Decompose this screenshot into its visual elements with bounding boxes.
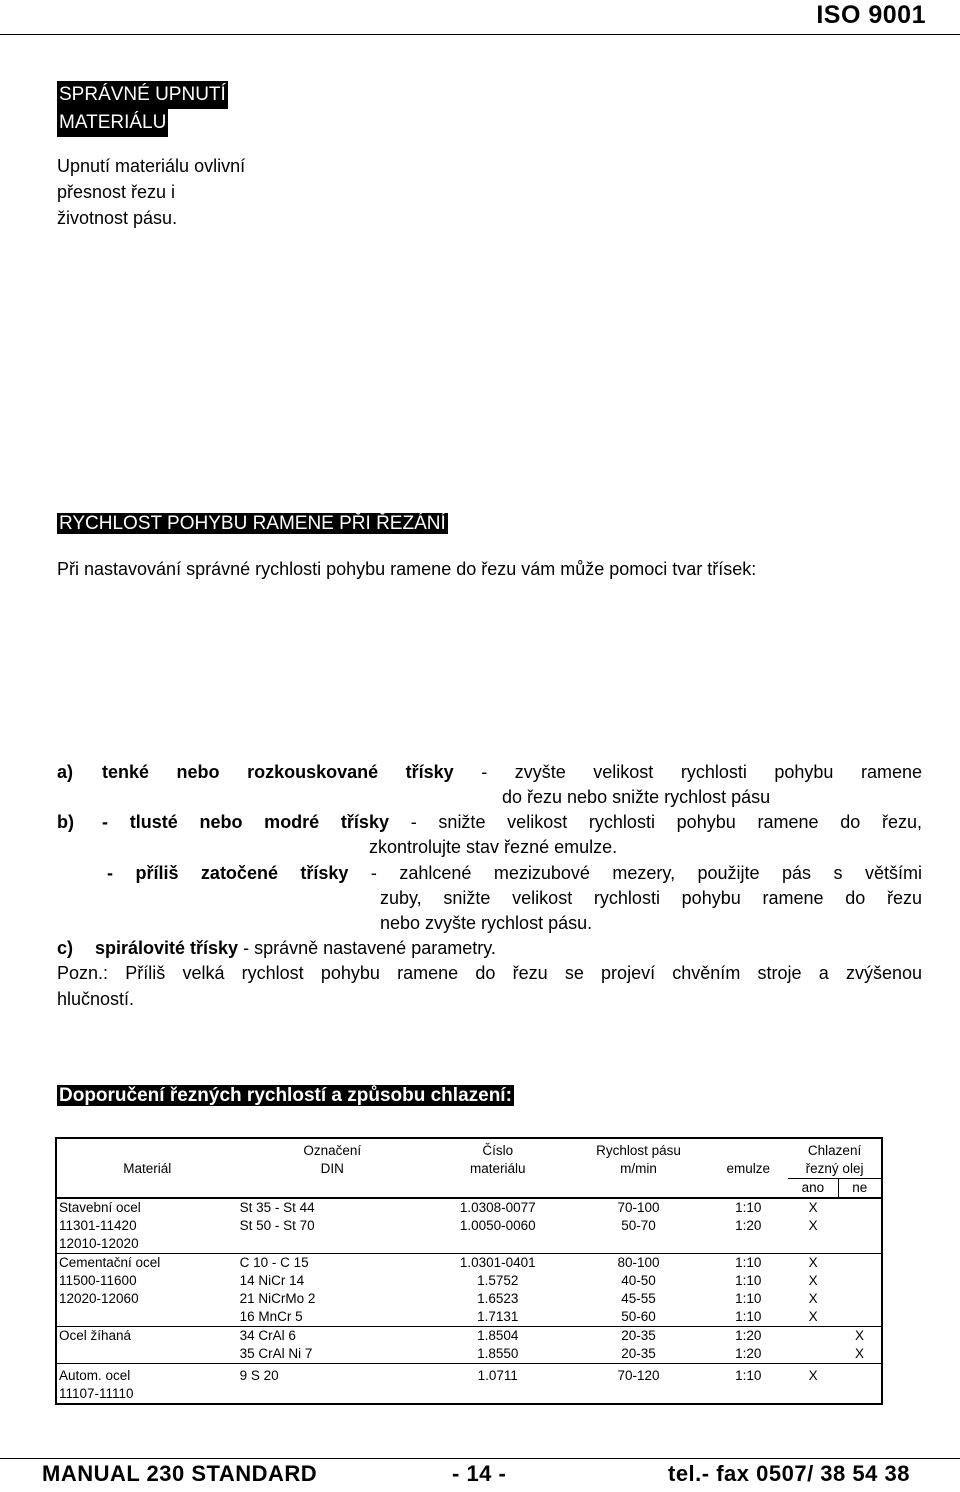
cell-rychlost: 20-35 (621, 1346, 656, 1361)
section-title-line2: MATERIÁLU (57, 109, 168, 137)
list-item-a (57, 760, 922, 785)
cell-material: Stavební ocel (59, 1200, 141, 1215)
list-item-b (57, 810, 922, 835)
footer-page-number: - 14 - (452, 1461, 507, 1486)
header-oznaceni: Označení (303, 1143, 362, 1158)
cell-olej-ne (838, 1235, 882, 1254)
cell-emulze: 1:10 (735, 1368, 762, 1383)
cell-olej-ne (838, 1308, 882, 1327)
cell-cislo: 1.5752 (477, 1273, 519, 1288)
list-line-a (102, 760, 922, 785)
table-header-row-2 (56, 1160, 882, 1179)
cell-olej-ano (788, 1385, 838, 1404)
cell-emulze (708, 1385, 788, 1404)
cell-olej-ano: X (808, 1200, 818, 1215)
cell-din: 21 NiCrMo 2 (239, 1291, 316, 1306)
cell-emulze: 1:20 (735, 1346, 762, 1361)
list-text-b2: - zahlcené mezizubové mezery, použijte pás s většími (370, 862, 922, 883)
header-cell-empty (56, 1179, 788, 1199)
list-line-c (95, 936, 922, 961)
table-row (56, 1254, 882, 1273)
section-title-doporuceni-text: Doporučení řezných rychlostí a způsobu chlazení: (59, 1085, 512, 1106)
cell-cislo: 1.0711 (477, 1368, 518, 1383)
cell-material: 11301-11420 (59, 1218, 137, 1233)
cell-olej-ne (838, 1272, 882, 1290)
cell-cislo: 1.8504 (477, 1328, 519, 1343)
cell-cislo: 1.0301-0401 (459, 1255, 536, 1270)
table-row (56, 1217, 882, 1235)
cell-cislo: 1.0050-0060 (459, 1218, 536, 1233)
table-header-row-1 (56, 1142, 882, 1160)
cell-emulze (708, 1235, 788, 1254)
page-footer (0, 1452, 960, 1492)
cell-olej-ano: X (808, 1291, 818, 1306)
cell-olej-ano (788, 1327, 838, 1346)
header-din: DIN (320, 1161, 344, 1176)
upnuti-text (57, 153, 377, 231)
section-title-upnuti (57, 81, 228, 137)
cell-emulze: 1:10 (735, 1273, 762, 1288)
cell-din: 9 S 20 (239, 1368, 279, 1383)
table-row (56, 1364, 882, 1386)
cell-material (56, 1308, 238, 1327)
upnuti-text-line3: životnost pásu. (57, 208, 178, 228)
header-materialu: materiálu (470, 1161, 526, 1176)
cell-olej-ne (838, 1290, 882, 1308)
cell-emulze: 1:10 (735, 1200, 762, 1215)
section-title-rychlost (57, 512, 448, 536)
note-text: : Příliš velká rychlost pohybu ramene do řezu se projeví chvěním stroje a zvýšenou (103, 963, 922, 984)
footer-manual: MANUAL 230 STANDARD (42, 1461, 318, 1486)
cell-material (56, 1345, 238, 1364)
cell-cislo: 1.0308-0077 (459, 1200, 536, 1215)
cell-olej-ne (838, 1198, 882, 1217)
table-row (56, 1308, 882, 1327)
header-cell-empty (708, 1142, 788, 1160)
list-cont-b: zkontrolujte stav řezné emulze. (369, 837, 618, 858)
header-material: Materiál (123, 1161, 172, 1176)
cell-cislo: 1.8550 (477, 1346, 519, 1361)
cell-olej-ne (838, 1254, 882, 1273)
cell-material: Ocel žíhaná (59, 1328, 132, 1343)
cell-din: 16 MnCr 5 (239, 1309, 303, 1324)
header-olej: řezný olej (805, 1161, 864, 1176)
list-label-a: a) (57, 762, 74, 782)
cell-emulze: 1:10 (735, 1309, 762, 1324)
upnuti-text-line1: Upnutí materiálu ovlivní (57, 156, 246, 176)
cell-material: Cementační ocel (59, 1255, 161, 1270)
table-row (56, 1385, 882, 1404)
cell-din: 34 CrAl 6 (239, 1328, 296, 1343)
table-row (56, 1290, 882, 1308)
cell-material: 11107-11110 (59, 1386, 134, 1401)
list-line-b (102, 810, 922, 835)
cell-olej-ano: X (808, 1255, 818, 1270)
cell-cislo (427, 1385, 569, 1404)
cell-rychlost: 20-35 (621, 1328, 656, 1343)
cell-rychlost: 70-100 (617, 1200, 660, 1215)
cell-olej-ano: X (808, 1309, 818, 1324)
cell-olej-ne (838, 1364, 882, 1386)
cell-rychlost (569, 1235, 709, 1254)
cell-din: C 10 - C 15 (239, 1255, 309, 1270)
section-title-line1: SPRÁVNÉ UPNUTÍ (57, 81, 228, 109)
list-bold-c: spirálovité třísky (95, 938, 239, 959)
materials-table (55, 1137, 883, 1405)
table-row (56, 1272, 882, 1290)
list-label-c: c) (57, 938, 74, 959)
list-cont-b2-1: zuby, snižte velikost rychlosti pohybu ramene do řezu (380, 887, 922, 908)
cell-olej-ne (838, 1217, 882, 1235)
list-item-b2 (107, 861, 922, 886)
cell-olej-ne (838, 1385, 882, 1404)
cell-olej-ano: X (808, 1368, 818, 1383)
footer-rule (0, 1458, 960, 1459)
header-cell-empty (56, 1142, 238, 1160)
cell-cislo: 1.7131 (477, 1309, 519, 1324)
list-cont-b2-2: nebo zvyšte rychlost pásu. (380, 913, 593, 934)
cell-material: 12020-12060 (59, 1291, 139, 1306)
cell-olej-ano (788, 1345, 838, 1364)
cell-emulze: 1:10 (735, 1291, 762, 1306)
header-cislo: Číslo (482, 1143, 514, 1158)
note (57, 961, 922, 986)
cell-olej-ano: X (808, 1218, 818, 1233)
table-row (56, 1198, 882, 1217)
header-rychlost: Rychlost pásu (596, 1143, 681, 1158)
upnuti-text-line2: přesnost řezu i (57, 182, 176, 202)
cell-rychlost: 70-120 (617, 1368, 660, 1383)
cell-rychlost: 50-60 (621, 1309, 656, 1324)
header-chlazeni: Chlazení (807, 1143, 862, 1158)
cell-din (238, 1385, 427, 1404)
cell-cislo (427, 1235, 569, 1254)
cell-rychlost: 45-55 (621, 1291, 656, 1306)
list-bold-b2: - příliš zatočené třísky (107, 862, 349, 883)
cell-material: 12010-12020 (59, 1236, 139, 1251)
cell-olej-ne: X (855, 1328, 865, 1343)
cell-rychlost: 40-50 (621, 1273, 656, 1288)
header-ano: ano (788, 1179, 838, 1199)
cell-emulze: 1:20 (735, 1328, 762, 1343)
cell-din: 14 NiCr 14 (239, 1273, 305, 1288)
iso-label: ISO 9001 (816, 1, 926, 29)
header-rule (0, 34, 960, 35)
cell-material: 11500-11600 (59, 1273, 137, 1288)
footer-contact: tel.- fax 0507/ 38 54 38 (668, 1461, 910, 1486)
list-text-a: - zvyšte velikost rychlosti pohybu ramene (481, 762, 922, 782)
cell-olej-ano (788, 1235, 838, 1254)
table-row (56, 1327, 882, 1346)
list-bold-b: - tlusté nebo modré třísky (102, 812, 389, 833)
cell-din: St 35 - St 44 (239, 1200, 315, 1215)
list-cont-a: do řezu nebo snižte rychlost pásu (502, 787, 771, 807)
header-emulze: emulze (726, 1161, 770, 1176)
table-row (56, 1345, 882, 1364)
cell-din: 35 CrAl Ni 7 (239, 1346, 313, 1361)
list-bold-a: tenké nebo rozkouskované třísky (102, 762, 454, 782)
cell-emulze: 1:20 (735, 1218, 762, 1233)
cell-olej-ano: X (808, 1273, 818, 1288)
cell-rychlost: 50-70 (621, 1218, 656, 1233)
section-title-doporuceni (57, 1083, 514, 1109)
note-label: Pozn. (57, 963, 104, 984)
list-text-b: - snižte velikost rychlosti pohybu ramene do řezu, (410, 812, 922, 833)
rychlost-intro: Při nastavování správné rychlosti pohybu ramene do řezu vám může pomoci tvar třísek: (57, 559, 757, 579)
header-mmin: m/min (620, 1161, 657, 1176)
chip-list (57, 760, 922, 1012)
list-text-c: - správně nastavené parametry. (243, 938, 496, 959)
cell-material: Autom. ocel (59, 1368, 131, 1383)
cell-din: St 50 - St 70 (239, 1218, 315, 1233)
list-item-c (57, 936, 922, 961)
list-label-b: b) (57, 812, 74, 833)
cell-cislo: 1.6523 (477, 1291, 519, 1306)
cell-rychlost (569, 1385, 709, 1404)
header-ne: ne (838, 1179, 882, 1199)
cell-emulze: 1:10 (735, 1255, 762, 1270)
cell-rychlost: 80-100 (617, 1255, 660, 1270)
table-row (56, 1235, 882, 1254)
section-title-rychlost-text: RYCHLOST POHYBU RAMENE PŘI ŘEZÁNÍ (59, 513, 446, 534)
note-cont: hlučností. (57, 988, 135, 1009)
cell-din (238, 1235, 427, 1254)
cell-olej-ne: X (855, 1346, 865, 1361)
table-header-row-3 (56, 1179, 882, 1199)
